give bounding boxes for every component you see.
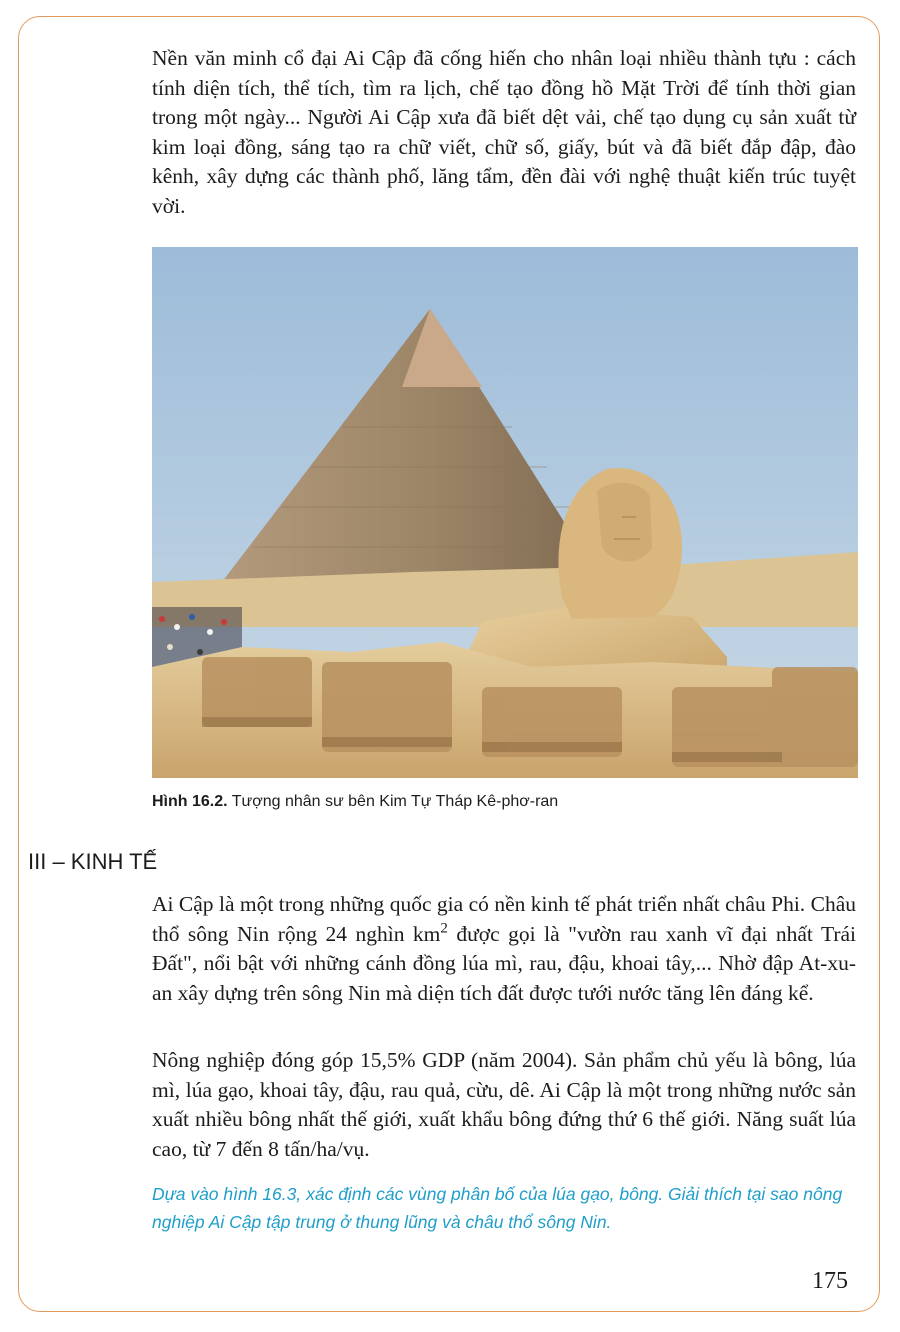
figure-caption	[152, 793, 558, 811]
figure-caption-text: Tượng nhân sư bên Kim Tự Tháp Kê-phơ-ran	[231, 793, 559, 810]
economy-paragraph-1-part1: Ai Cập là một trong những quốc gia có nền kinh tế phát triển nhất châu Phi. Châu thổ sông Nin rộng 24 nghìn km	[152, 892, 856, 946]
km-squared-superscript: 2	[440, 920, 448, 937]
section-heading: III – KINH TẾ	[28, 849, 158, 874]
economy-paragraph-1-part2: được gọi là "vườn rau xanh vĩ đại nhất Trái Đất", nổi bật với những cánh đồng lúa mì, rau, đậu, khoai tây,... Nhờ đập At-xu-an xây dựng trên sông Nin mà diện tích đất được tưới nước tăng lên đáng kể.	[152, 921, 856, 1005]
page-number: 175	[812, 1268, 848, 1294]
economy-paragraph-1	[152, 890, 856, 1008]
intro-paragraph: Nền văn minh cổ đại Ai Cập đã cống hiến cho nhân loại nhiều thành tựu : cách tính diện tích, thể tích, tìm ra lịch, chế tạo đồng hồ Mặt Trời để tính thời gian trong một ngày... Người Ai Cập xưa đã biết dệt vải, chế tạo dụng cụ sản xuất từ kim loại đồng, sáng tạo ra chữ viết, chữ số, giấy, bút và đã biết đắp đập, đào kênh, xây dựng các thành phố, lăng tẩm, đền đài với nghệ thuật kiến trúc tuyệt vời.	[152, 46, 856, 218]
sphinx-pyramid-photo	[152, 247, 858, 778]
figure-label: Hình 16.2.	[152, 793, 228, 810]
economy-paragraph-2: Nông nghiệp đóng góp 15,5% GDP (năm 2004). Sản phẩm chủ yếu là bông, lúa mì, lúa gạo, khoai tây, đậu, rau quả, cừu, dê. Ai Cập là một trong những nước sản xuất nhiều bông nhất thế giới, xuất khẩu bông đứng thứ 6 thế giới. Năng suất lúa cao, từ 7 đến 8 tấn/ha/vụ.	[152, 1048, 856, 1161]
question-text: Dựa vào hình 16.3, xác định các vùng phân bố của lúa gạo, bông. Giải thích tại sao nông nghiệp Ai Cập tập trung ở thung lũng và châu thổ sông Nin.	[152, 1184, 843, 1232]
